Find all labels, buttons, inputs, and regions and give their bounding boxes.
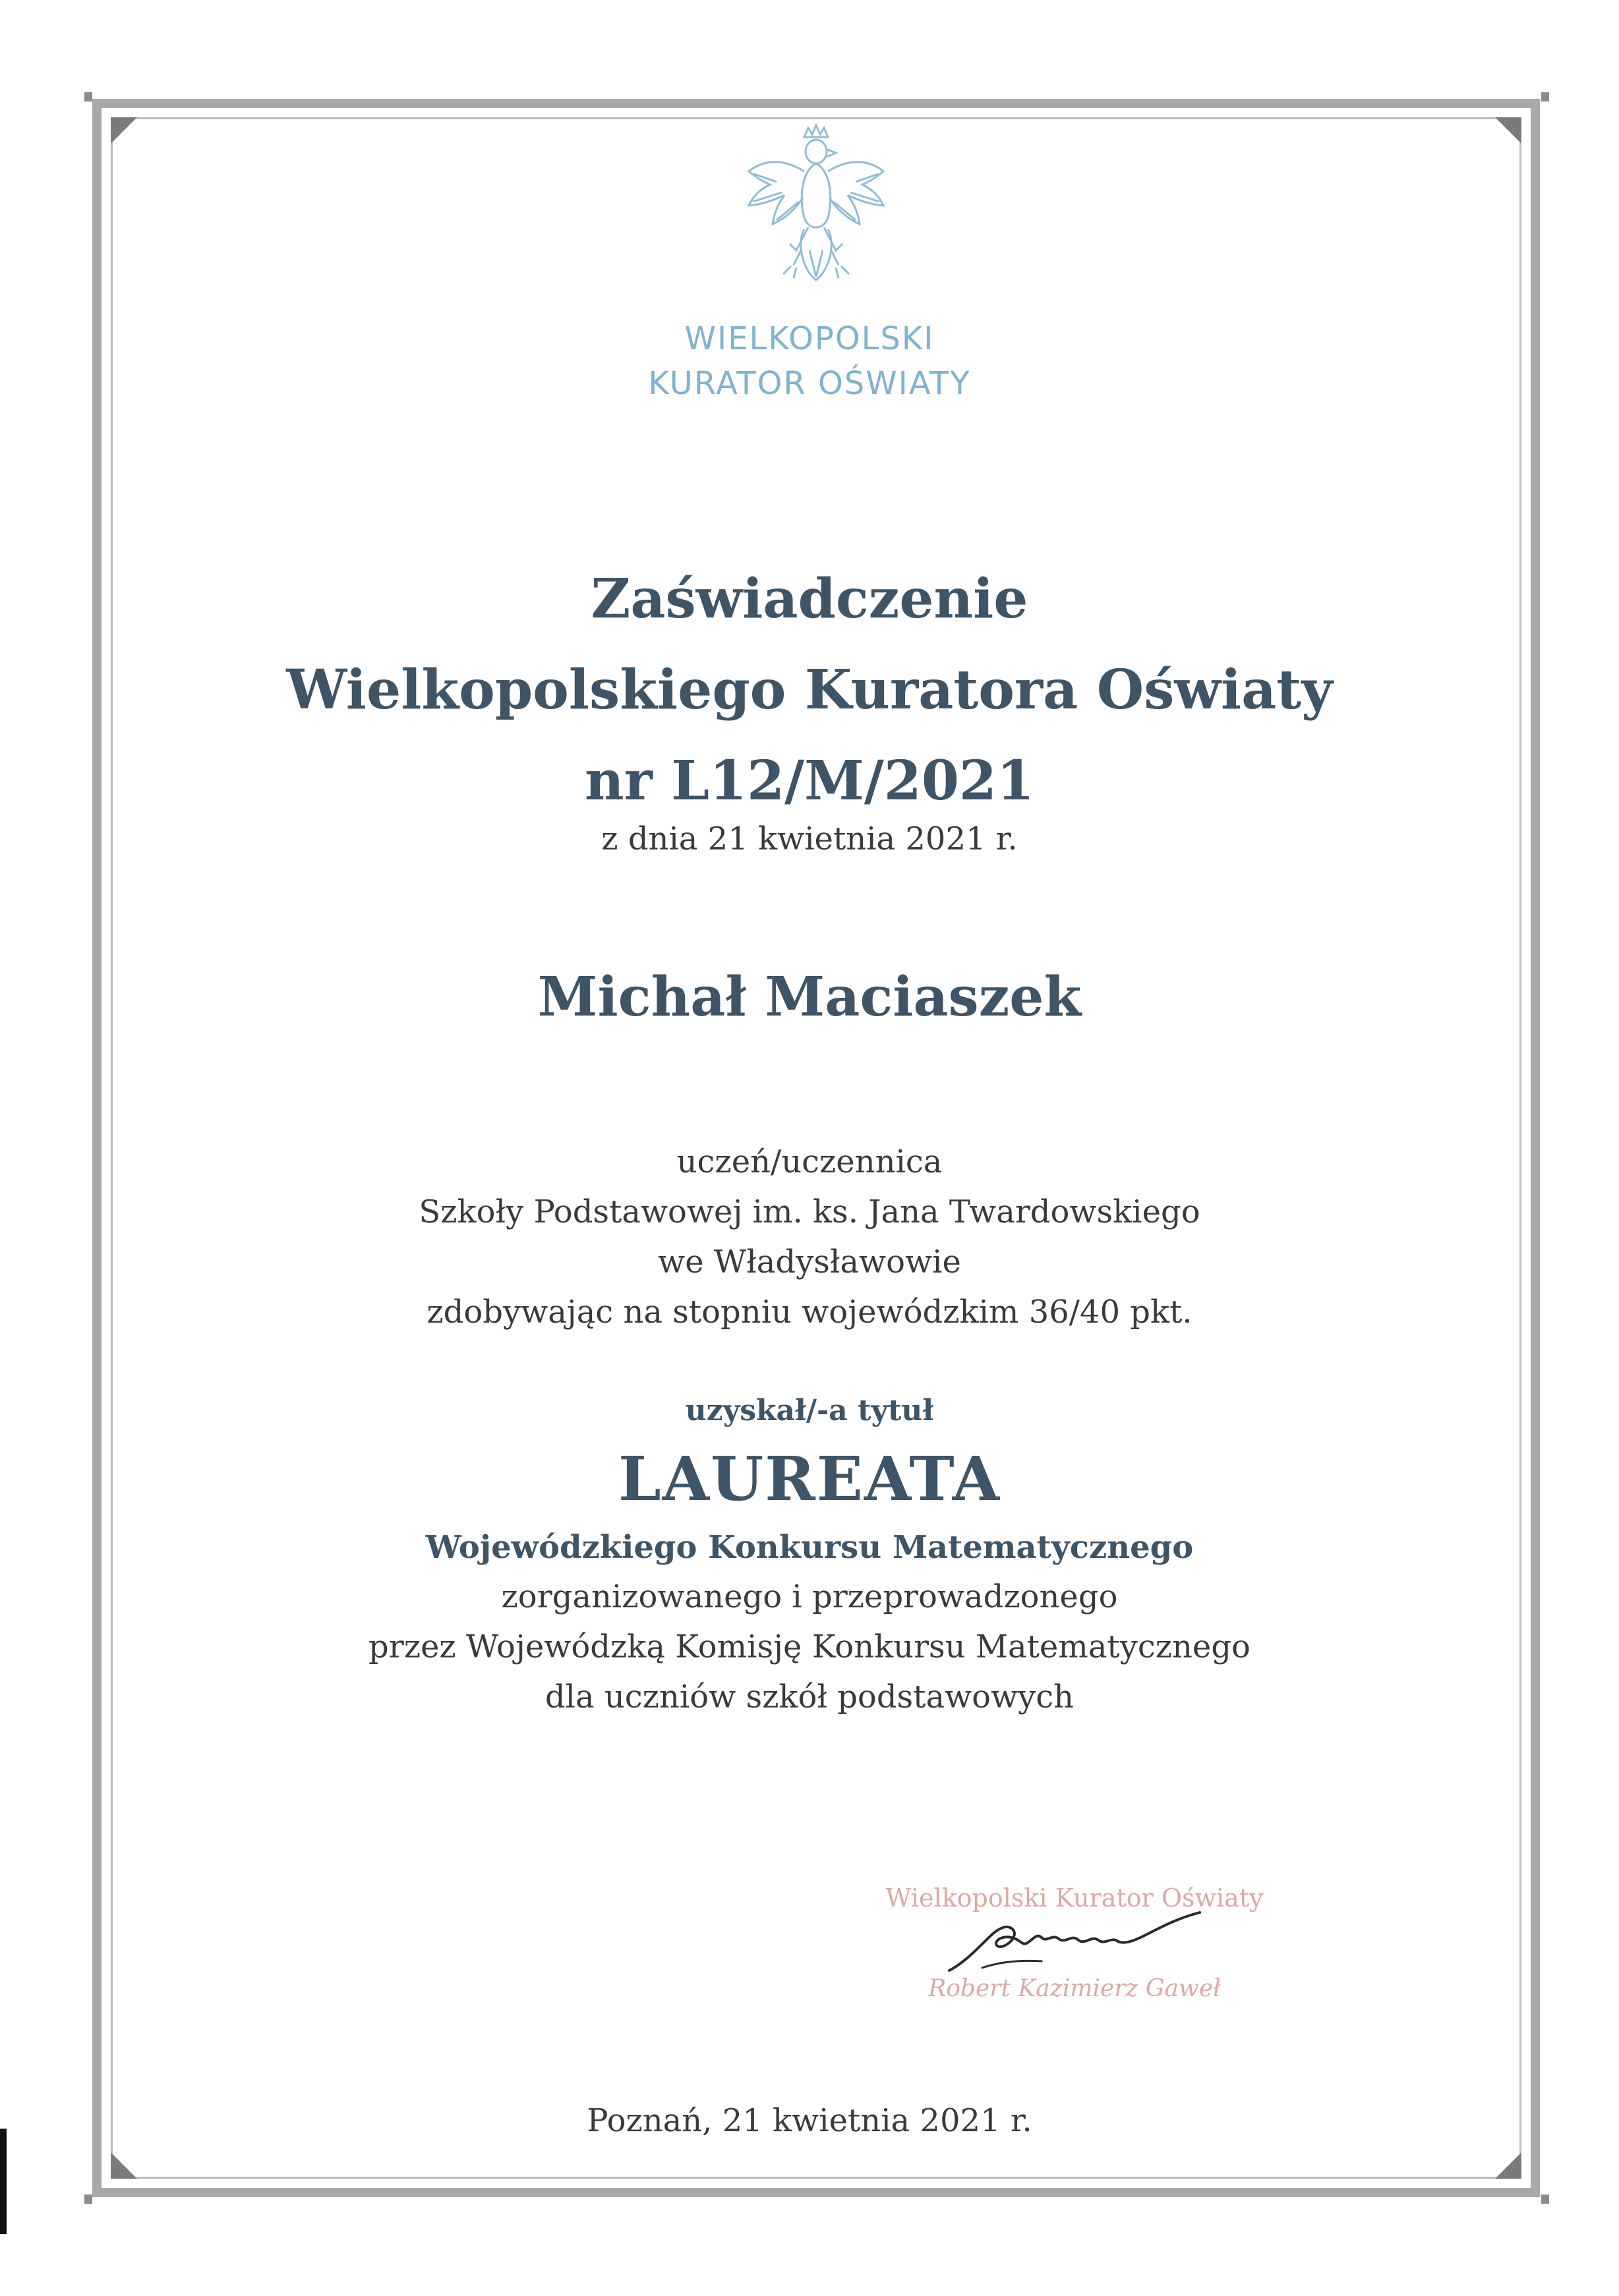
issuing-office bbox=[132, 316, 1487, 406]
frame-tick bbox=[1541, 92, 1549, 101]
award-title: LAUREATA bbox=[618, 1443, 1001, 1514]
corner-ornament-top-right bbox=[1495, 117, 1521, 144]
title-line-1: Zaświadczenie bbox=[591, 567, 1028, 631]
certificate-title bbox=[132, 554, 1487, 826]
handwritten-signature bbox=[936, 1905, 1213, 1984]
organizer-line-2: przez Wojewódzką Komisję Konkursu Matematycznego bbox=[368, 1628, 1251, 1665]
recipient-location: we Władysławowie bbox=[658, 1244, 961, 1280]
office-line-1: WIELKOPOLSKI bbox=[684, 320, 935, 357]
organizer-details bbox=[132, 1572, 1487, 1722]
certificate-number: nr L12/M/2021 bbox=[584, 749, 1035, 813]
polish-eagle-emblem-icon bbox=[730, 119, 902, 290]
organizer-line-3: dla uczniów szkół podstawowych bbox=[545, 1679, 1074, 1715]
recipient-score: zdobywając na stopniu wojewódzkim 36/40 pkt. bbox=[427, 1294, 1192, 1331]
competition-name: Wojewódzkiego Konkursu Matematycznego bbox=[425, 1529, 1194, 1566]
frame-tick bbox=[84, 2195, 92, 2204]
stamp-signatory-name: Robert Kazimierz Gaweł bbox=[928, 1975, 1221, 2002]
stamp-office: Wielkopolski Kurator Oświaty bbox=[885, 1883, 1264, 1912]
recipient-role: uczeń/uczennica bbox=[676, 1143, 943, 1180]
office-line-2: KURATOR OŚWIATY bbox=[648, 365, 971, 402]
corner-ornament-bottom-right bbox=[1495, 2152, 1521, 2179]
organizer-line-1: zorganizowanego i przeprowadzonego bbox=[501, 1578, 1118, 1615]
title-line-2: Wielkopolskiego Kuratora Oświaty bbox=[286, 658, 1333, 722]
frame-tick bbox=[1541, 2195, 1549, 2204]
corner-ornament-bottom-left bbox=[111, 2152, 137, 2179]
corner-ornament-top-left bbox=[111, 117, 137, 144]
scan-edge-mark bbox=[0, 2129, 7, 2234]
issue-date: z dnia 21 kwietnia 2021 r. bbox=[601, 820, 1018, 857]
place-and-date: Poznań, 21 kwietnia 2021 r. bbox=[587, 2102, 1032, 2139]
recipient-details bbox=[132, 1137, 1487, 1337]
recipient-name: Michał Maciaszek bbox=[537, 965, 1082, 1029]
recipient-school: Szkoły Podstawowej im. ks. Jana Twardowskiego bbox=[419, 1193, 1200, 1230]
award-intro: uzyskał/-a tytuł bbox=[685, 1394, 934, 1427]
frame-tick bbox=[84, 92, 92, 101]
